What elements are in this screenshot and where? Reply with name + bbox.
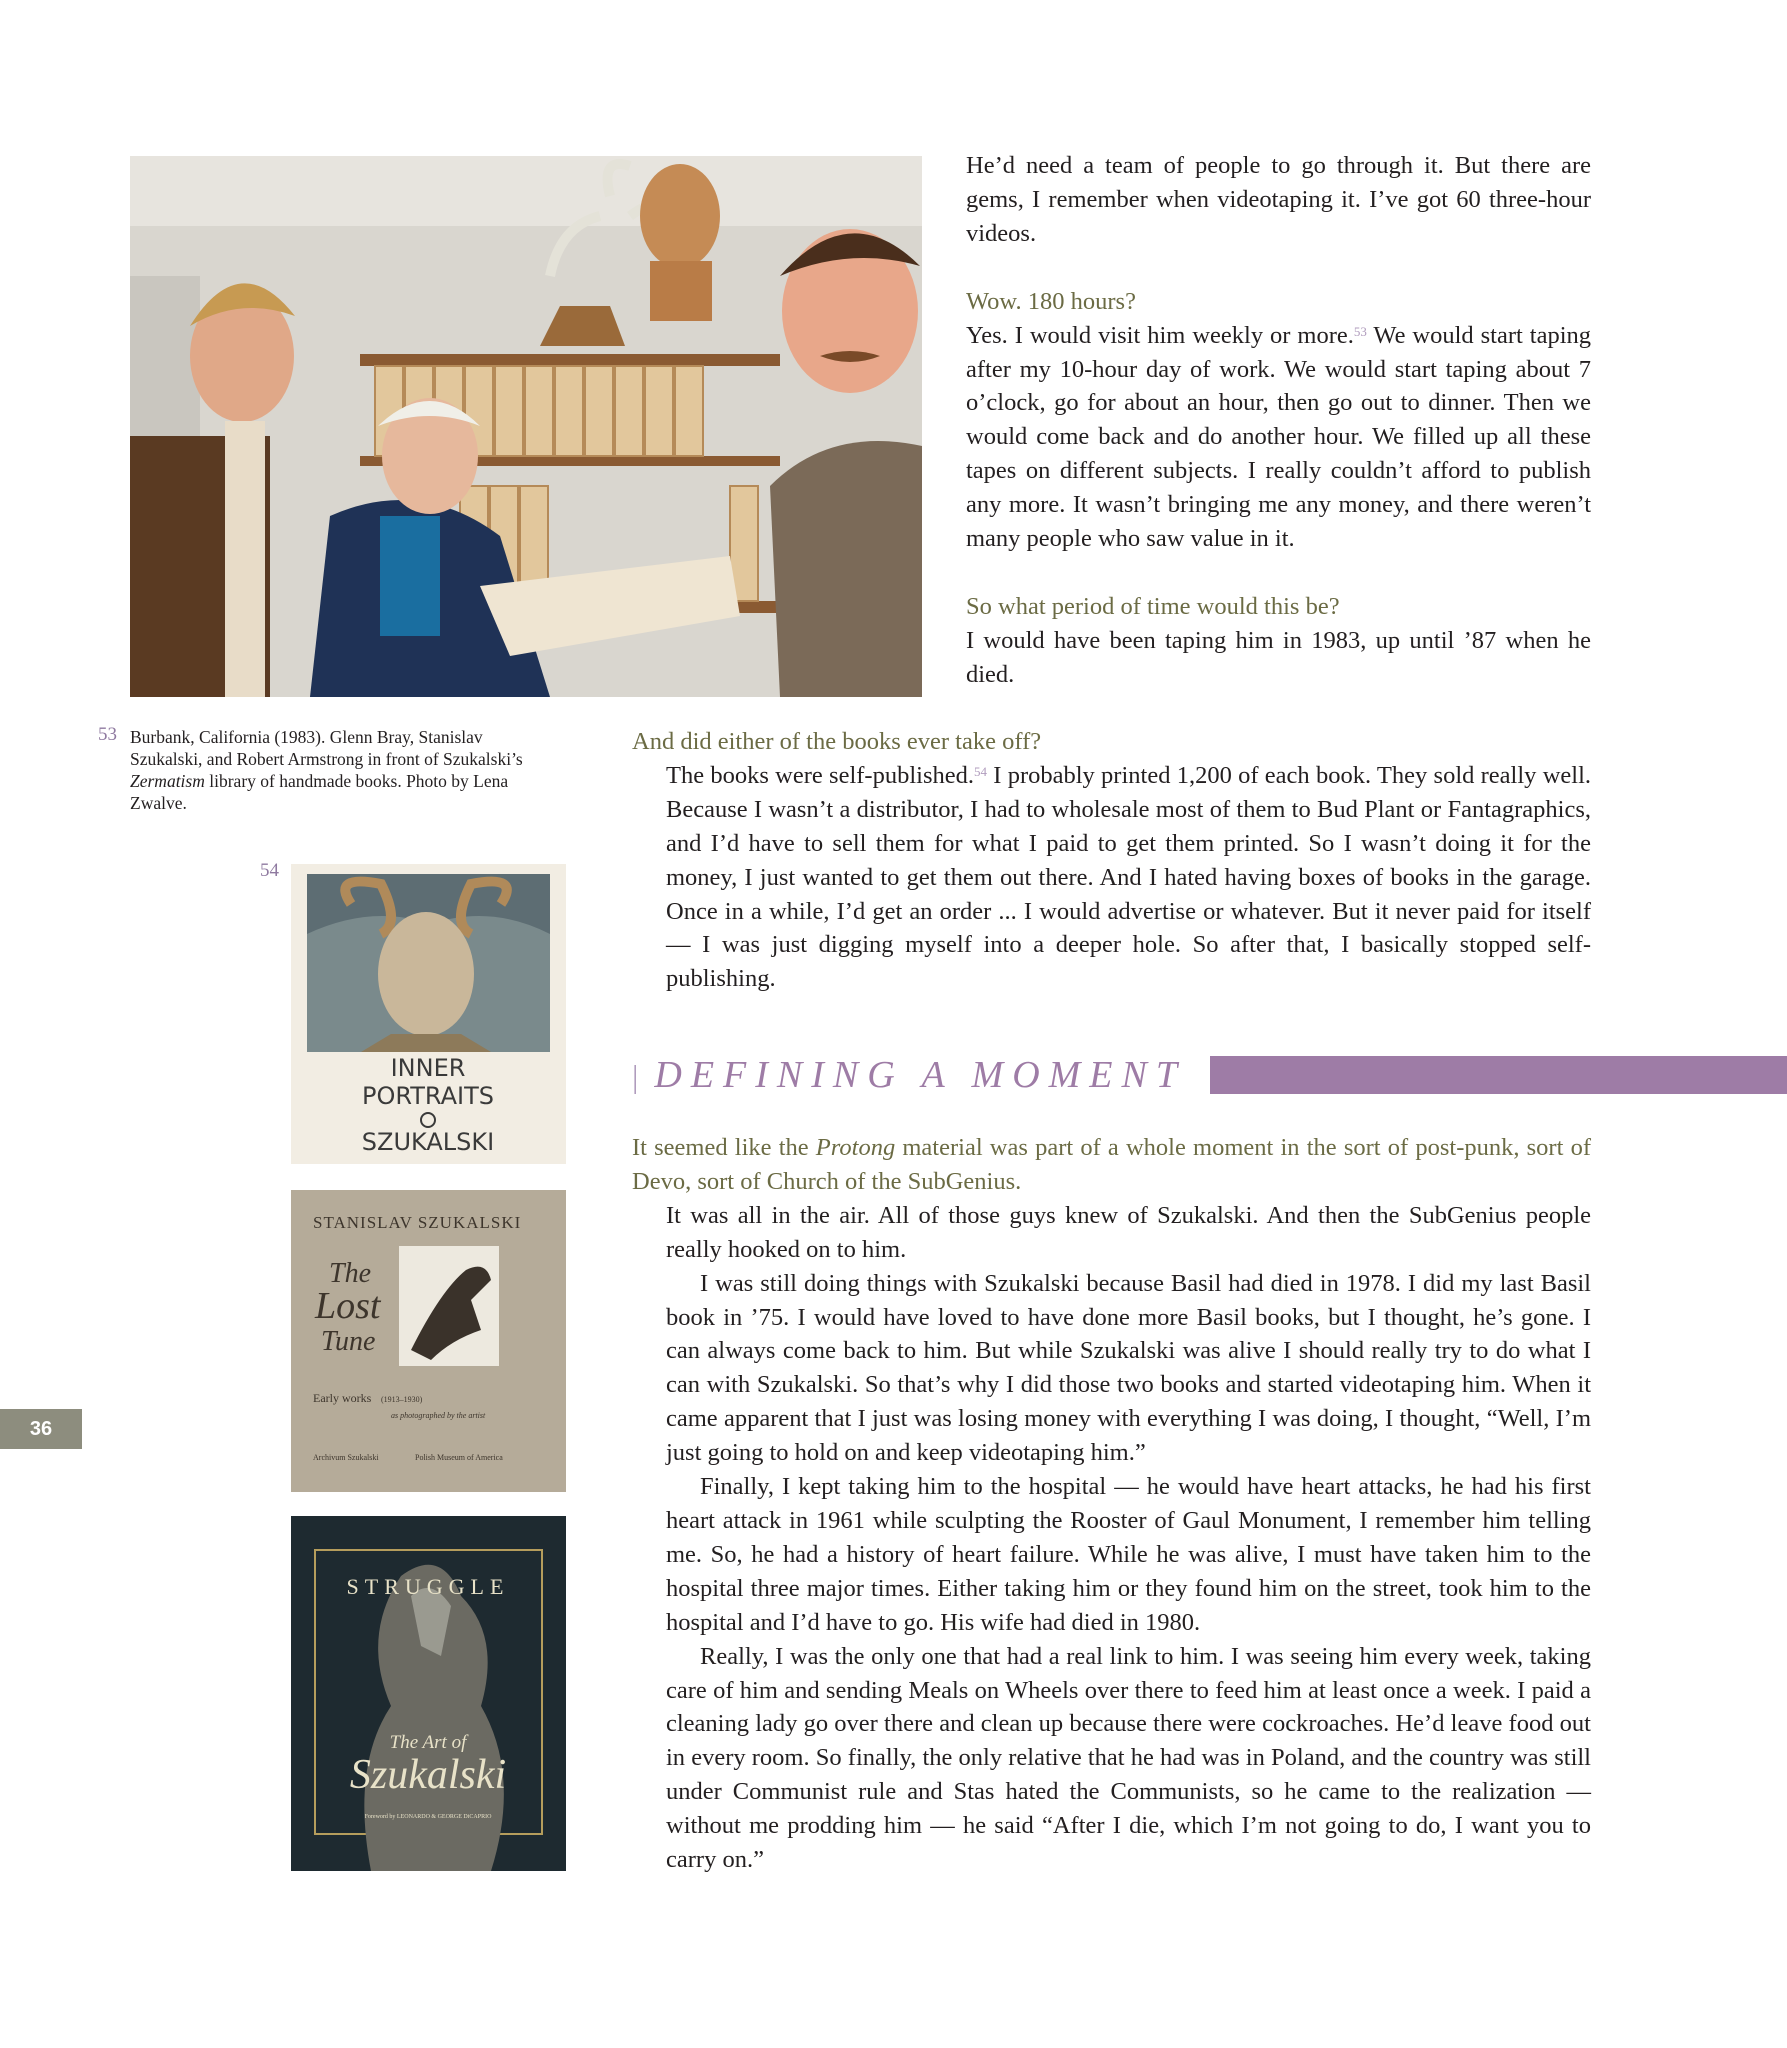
book-cover-lost-tune	[291, 1190, 566, 1492]
section-heading: | DEFINING A MOMENT	[632, 1054, 1186, 1096]
paragraph: The books were self-published.$^{54}$ I probably printed 1,200 of each book. They sold really well. Because I wasn’t a distributor, I had to wholesale most of them to Bud Plant or Fantagraphics, and I’d have to sell them for what I paid to get them printed. So I wasn’t doing it for the money, I just wanted to get them out there. And I hated having boxes of books in the garage. Once in a while, I’d get an order ... I would advertise or whatever. But it never paid for itself — I was just digging myself into a deeper hole. So after that, I basically stopped self-publishing.	[666, 761, 1591, 993]
svg-text:The Art of: The Art of	[389, 1732, 467, 1753]
svg-text:(1913–1930): (1913–1930)	[381, 1395, 423, 1404]
main-column-bottom	[632, 1131, 1591, 1877]
svg-text:SZUKALSKI: SZUKALSKI	[361, 1128, 495, 1156]
svg-text:Lost: Lost	[315, 1285, 381, 1327]
svg-text:Tune: Tune	[321, 1326, 376, 1357]
interview-question: It seemed like the Protong material was part of a whole moment in the sort of post-punk, sort of Devo, sort of Church of the SubGenius.	[632, 1134, 1591, 1195]
svg-text:as photographed by the artist: as photographed by the artist	[391, 1411, 486, 1420]
svg-text:The: The	[329, 1258, 371, 1289]
book-cover-struggle	[291, 1516, 566, 1871]
paragraph: Finally, I kept taking him to the hospital — he would have heart attacks, he had his first heart attack in 1961 while sculpting the Rooster of Gaul Monument, I remember him telling me. So, he had a history of heart failure. While he was alive, I must have taken him to the hospital three major times. Either taking him or they found him on the street, took him to the hospital and I’d have to go. His wife had died in 1980.	[666, 1473, 1591, 1636]
caption-number: 53	[98, 724, 117, 745]
page-number: 36	[0, 1409, 82, 1449]
paragraph: I would have been taping him in 1983, up until ’87 when he died.	[966, 626, 1591, 688]
footnote-marker: 54	[973, 763, 987, 779]
interview-question: Wow. 180 hours?	[966, 287, 1136, 315]
svg-text:STRUGGLE: STRUGGLE	[346, 1574, 510, 1599]
interview-question: So what period of time would this be?	[966, 592, 1340, 620]
main-column-top	[632, 725, 1591, 996]
svg-text:Szukalski: Szukalski	[349, 1752, 507, 1798]
column-right	[966, 149, 1591, 692]
svg-text:Archivum Szukalski: Archivum Szukalski	[313, 1453, 379, 1462]
svg-text:Polish Museum of America: Polish Museum of America	[415, 1453, 503, 1462]
interview-question: And did either of the books ever take off?	[632, 728, 1042, 755]
section-title: DEFINING A MOMENT	[654, 1054, 1186, 1096]
svg-text:PORTRAITS: PORTRAITS	[361, 1082, 495, 1110]
svg-text:INNER: INNER	[390, 1054, 466, 1082]
paragraph: He’d need a team of people to go through it. But there are gems, I remember when videotaping it. I’ve got 60 three-hour videos.	[966, 152, 1591, 247]
footnote-marker: 53	[1353, 323, 1367, 339]
books-footnote-number: 54	[260, 860, 279, 881]
section-heading-bar	[1210, 1056, 1787, 1094]
paragraph: Really, I was the only one that had a real link to him. I was seeing him every week, taking care of him and sending Meals on Wheels over there to feed him at least once a week. I paid a cleaning lady go over there and clean up because there were cockroaches. He’d leave food out in every room. So finally, the only relative that he had was in Poland, and the country was still under Communist rule and Stas hated the Communists, so he came to the realization — without me prodding him — he said “After I die, which I’m not going to do, I want you to carry on.”	[666, 1642, 1591, 1874]
paragraph: It was all in the air. All of those guys knew of Szukalski. And then the SubGenius people really hooked on to him.	[666, 1201, 1591, 1263]
svg-text:Foreword by LEONARDO & GEORGE: Foreword by LEONARDO & GEORGE DiCAPRIO	[364, 1814, 492, 1820]
photo-caption: Burbank, California (1983). Glenn Bray, Stanislav Szukalski, and Robert Armstrong in front of Szukalski’s Zermatism library of handmade books. Photo by Lena Zwalve.	[130, 727, 523, 813]
svg-text:STANISLAV SZUKALSKI: STANISLAV SZUKALSKI	[313, 1213, 522, 1232]
book-cover-inner-portraits	[291, 864, 566, 1164]
svg-text:Early works: Early works	[313, 1391, 372, 1405]
paragraph: I was still doing things with Szukalski because Basil had died in 1978. I did my last Basil book in ’75. I would have loved to have done more Basil books, but I thought, he’s gone. I can always come back to him. But while Szukalski was alive I should really try to do what I can with Szukalski. So that’s why I did those two books and started videotaping him. When it came apparent that I just was losing money with everything I was doing, I thought, “Well, I’m just going to hold on and keep videotaping him.”	[666, 1269, 1591, 1467]
paragraph: Yes. I would visit him weekly or more.$^{53}$ We would start taping after my 10-hour day of work. We would start taping about 7 o’clock, go for about an hour, then go out to dinner. Then we would come back and do another hour. We filled up all these tapes on different subjects. I really couldn’t afford to publish any more. It wasn’t bringing me any money, and there weren’t many people who saw value in it.	[966, 321, 1592, 553]
photo-szukalski-library	[130, 156, 922, 697]
